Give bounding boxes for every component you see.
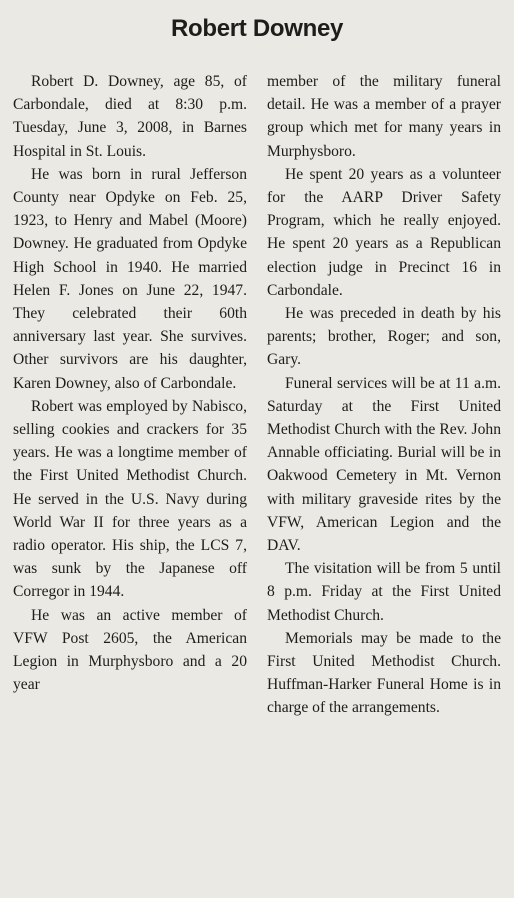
- headline: Robert Downey: [170, 15, 344, 42]
- right-column: [267, 70, 501, 720]
- paragraph-career-service: Robert was employed by Nabisco, selling cookies and crackers for 35 years. He was a longtime member of the First United Methodist Church. He served in the U.S. Navy during World War II for three years as a radio operator. His ship, the LCS 7, was sunk by the Japanese off Corregor in 1944.: [13, 397, 247, 601]
- paragraph-memorials: Memorials may be made to the First United Methodist Church. Huffman-Harker Funeral Home is in charge of the arrangements.: [267, 629, 501, 717]
- left-column: [13, 70, 247, 720]
- paragraph-memberships: He was an active member of VFW Post 2605, the American Legion in Murphysboro and a 20 year: [13, 606, 247, 694]
- paragraph-preceded: He was preceded in death by his parents; brother, Roger; and son, Gary.: [267, 305, 501, 369]
- article-body: [10, 70, 504, 720]
- paragraph-volunteer: He spent 20 years as a volunteer for the AARP Driver Safety Program, which he really enjoyed. He spent 20 years as a Republican election judge in Precinct 16 in Carbondale.: [267, 165, 501, 299]
- paragraph-funeral-services: Funeral services will be at 11 a.m. Saturday at the First United Methodist Church with the Rev. John Annable officiating. Burial will be in Oakwood Cemetery in Mt. Vernon with military graveside rites by the VFW, American Legion and the DAV.: [267, 374, 501, 555]
- paragraph-birth-family: He was born in rural Jefferson County near Opdyke on Feb. 25, 1923, to Henry and Mabel (Moore) Downey. He graduated from Opdyke High School in 1940. He married Helen F. Jones on June 22, 1947. They celebrated their 60th anniversary last year. She survives. Other survivors are his daughter, Karen Downey, also of Carbondale.: [13, 165, 247, 392]
- paragraph-visitation: The visitation will be from 5 until 8 p.m. Friday at the First United Methodist Church.: [267, 560, 501, 624]
- paragraph-death-notice: Robert D. Downey, age 85, of Carbondale, died at 8:30 p.m. Tuesday, June 3, 2008, in Barnes Hospital in St. Louis.: [13, 73, 247, 160]
- paragraph-memberships-continued: member of the military funeral detail. He was a member of a prayer group which met for many years in Murphysboro.: [267, 73, 501, 160]
